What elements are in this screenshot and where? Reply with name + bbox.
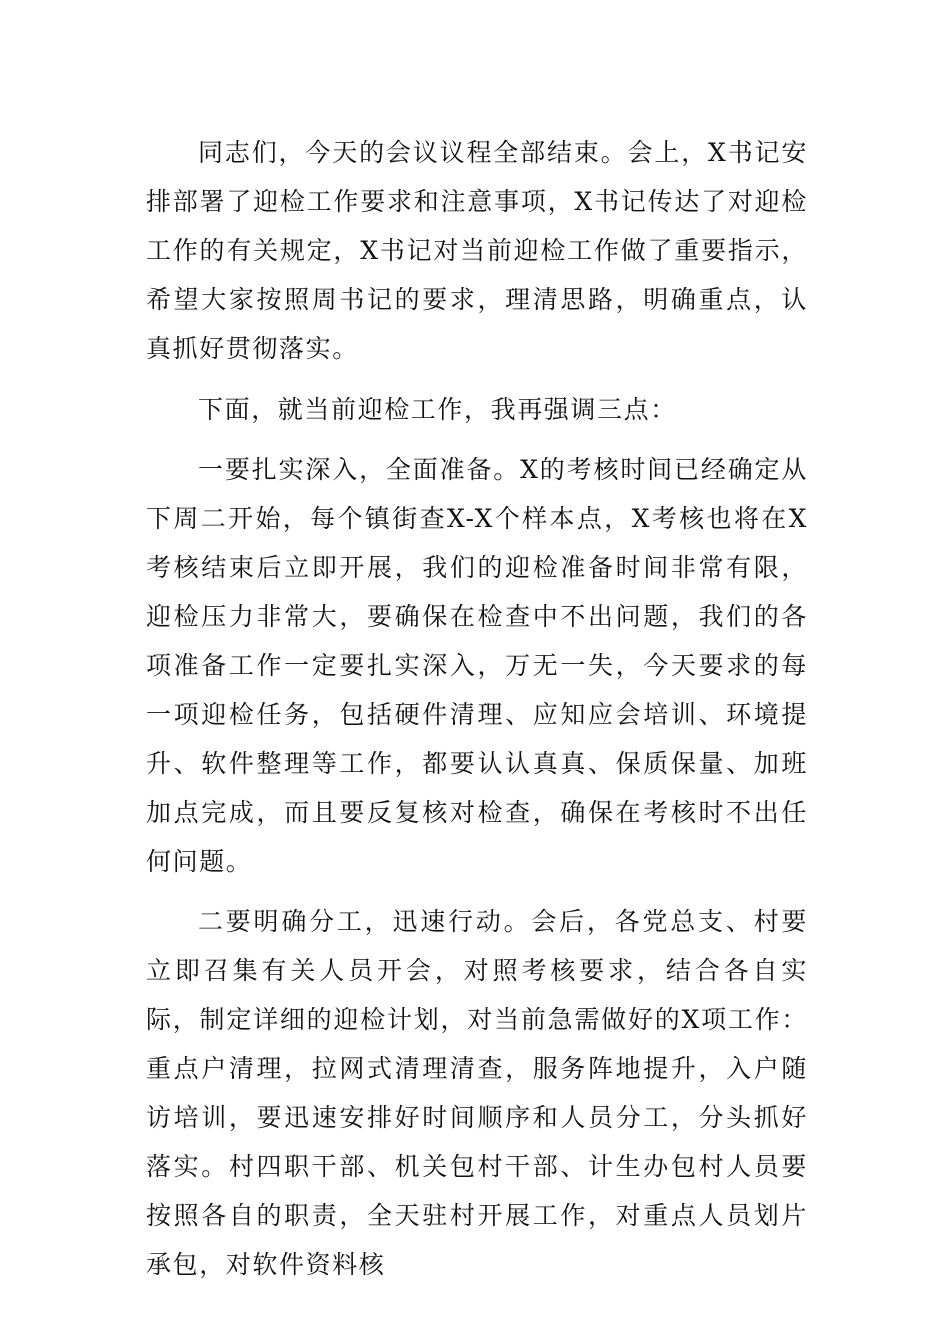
paragraph-point-two: 二要明确分工，迅速行动。会后，各党总支、村要立即召集有关人员开会，对照考核要求，结合各自实际，制定详细的迎检计划，对当前急需做好的X项工作：重点户清理，拉网式清理清查，服务阵地提升，入户随访培训，要迅速安排好时间顺序和人员分工，分头抓好落实。村四职干部、机关包村干部、计生办包村人员要按照各自的职责，全天驻村开展工作，对重点人员划片承包，对软件资料核 bbox=[146, 907, 808, 1279]
paragraph-closing-remarks: 同志们，今天的会议议程全部结束。会上，X书记安排部署了迎检工作要求和注意事项，X书记传达了对迎检工作的有关规定，X书记对当前迎检工作做了重要指示，希望大家按照周书记的要求，理清思路，明确重点，认真抓好贯彻落实。 bbox=[146, 138, 808, 363]
document-body bbox=[146, 128, 808, 1289]
paragraph-point-one: 一要扎实深入，全面准备。X的考核时间已经确定从下周二开始，每个镇街查X-X个样本点，X考核也将在X考核结束后立即开展，我们的迎检准备时间非常有限，迎检压力非常大，要确保在检查中不出问题，我们的各项准备工作一定要扎实深入，万无一失，今天要求的每一项迎检任务，包括硬件清理、应知应会培训、环境提升、软件整理等工作，都要认认真真、保质保量、加班加点完成，而且要反复核对检查，确保在考核时不出任何问题。 bbox=[146, 455, 808, 876]
paragraph-three-points-intro: 下面，就当前迎检工作，我再强调三点： bbox=[198, 395, 677, 424]
